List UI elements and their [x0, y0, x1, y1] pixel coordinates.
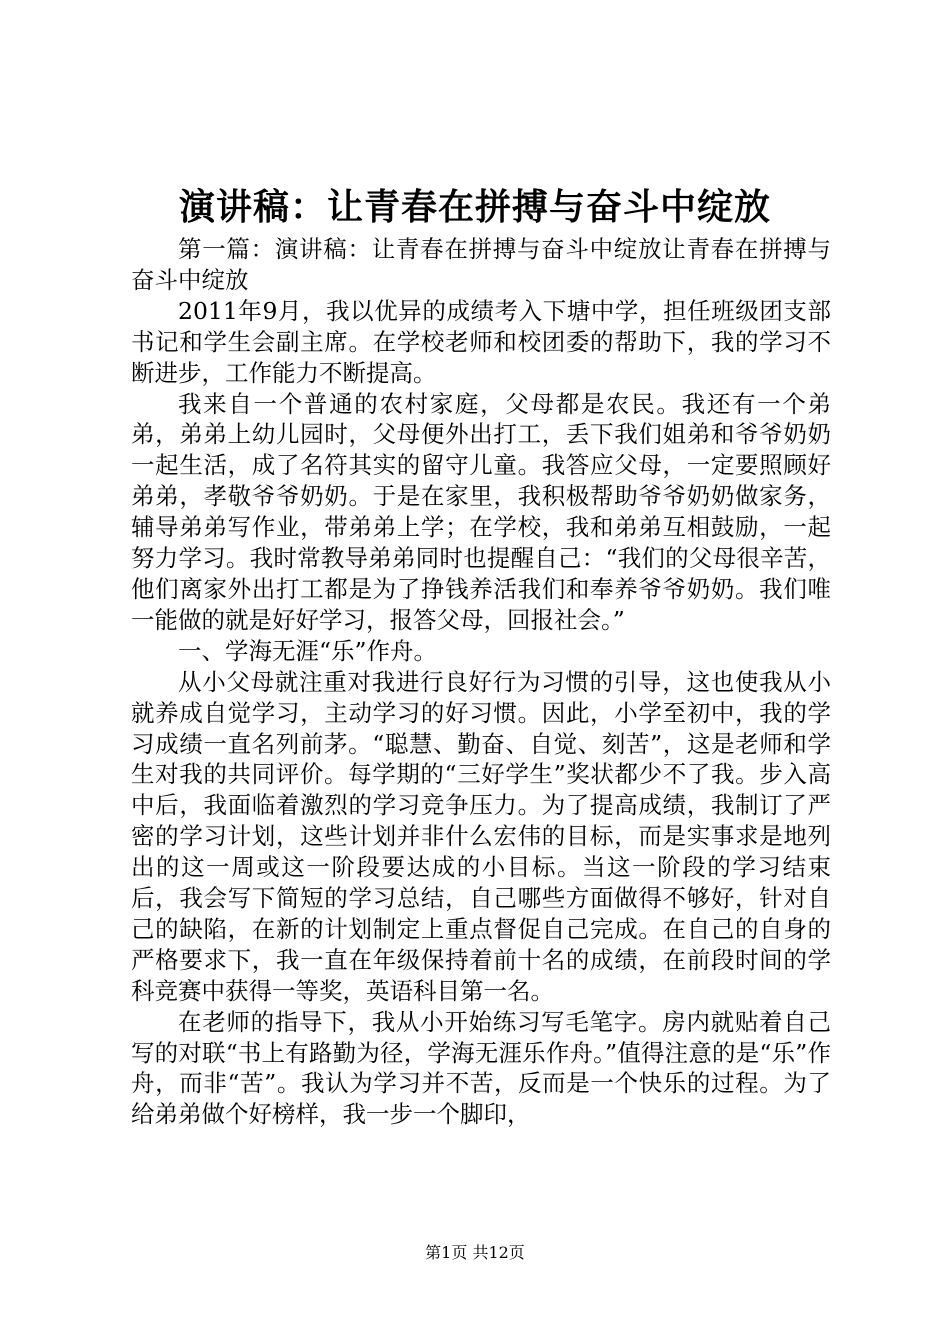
document-title: 演讲稿：让青春在拼搏与奋斗中绽放 [178, 186, 771, 228]
document-body [131, 234, 831, 1130]
page-footer: 第1页 共12页 [425, 1243, 525, 1262]
paragraph-2: 2011年9月，我以优异的成绩考入下塘中学，担任班级团支部书记和学生会副主席。在学校老师和校团委的帮助下，我的学习不断进步，工作能力不断提高。 [131, 296, 831, 387]
paragraph-6: 在老师的指导下，我从小开始练习写毛笔字。房内就贴着自己写的对联“书上有路勤为径，学海无涯乐作舟。”值得注意的是“乐”作舟，而非“苦”。我认为学习并不苦，反而是一个快乐的过程。为了给弟弟做个好榜样，我一步一个脚印， [131, 1007, 831, 1129]
paragraph-5: 从小父母就注重对我进行良好行为习惯的引导，这也使我从小就养成自觉学习，主动学习的好习惯。因此，小学至初中，我的学习成绩一直名列前茅。“聪慧、勤奋、自觉、刻苦”，这是老师和学生对我的共同评价。每学期的“三好学生”奖状都少不了我。步入高中后，我面临着激烈的学习竞争压力。为了提高成绩，我制订了严密的学习计划，这些计划并非什么宏伟的目标，而是实事求是地列出的这一周或这一阶段要达成的小目标。当这一阶段的学习结束后，我会写下简短的学习总结，自己哪些方面做得不够好，针对自己的缺陷，在新的计划制定上重点督促自己完成。在自己的自身的严格要求下，我一直在年级保持着前十名的成绩，在前段时间的学科竞赛中获得一等奖，英语科目第一名。 [131, 667, 831, 1005]
paragraph-1: 第一篇：演讲稿：让青春在拼搏与奋斗中绽放让青春在拼搏与奋斗中绽放 [131, 235, 831, 294]
section-heading: 一、学海无涯“乐”作舟。 [178, 636, 438, 665]
paragraph-3: 我来自一个普通的农村家庭，父母都是农民。我还有一个弟弟，弟弟上幼儿园时，父母便外出打工，丢下我们姐弟和爷爷奶奶一起生活，成了名符其实的留守儿童。我答应父母，一定要照顾好弟弟，孝敬爷爷奶奶。于是在家里，我积极帮助爷爷奶奶做家务，辅导弟弟写作业，带弟弟上学；在学校，我和弟弟互相鼓励，一起努力学习。我时常教导弟弟同时也提醒自己：“我们的父母很辛苦，他们离家外出打工都是为了挣钱养活我们和奉养爷爷奶奶。我们唯一能做的就是好好学习，报答父母，回报社会。” [131, 389, 831, 634]
